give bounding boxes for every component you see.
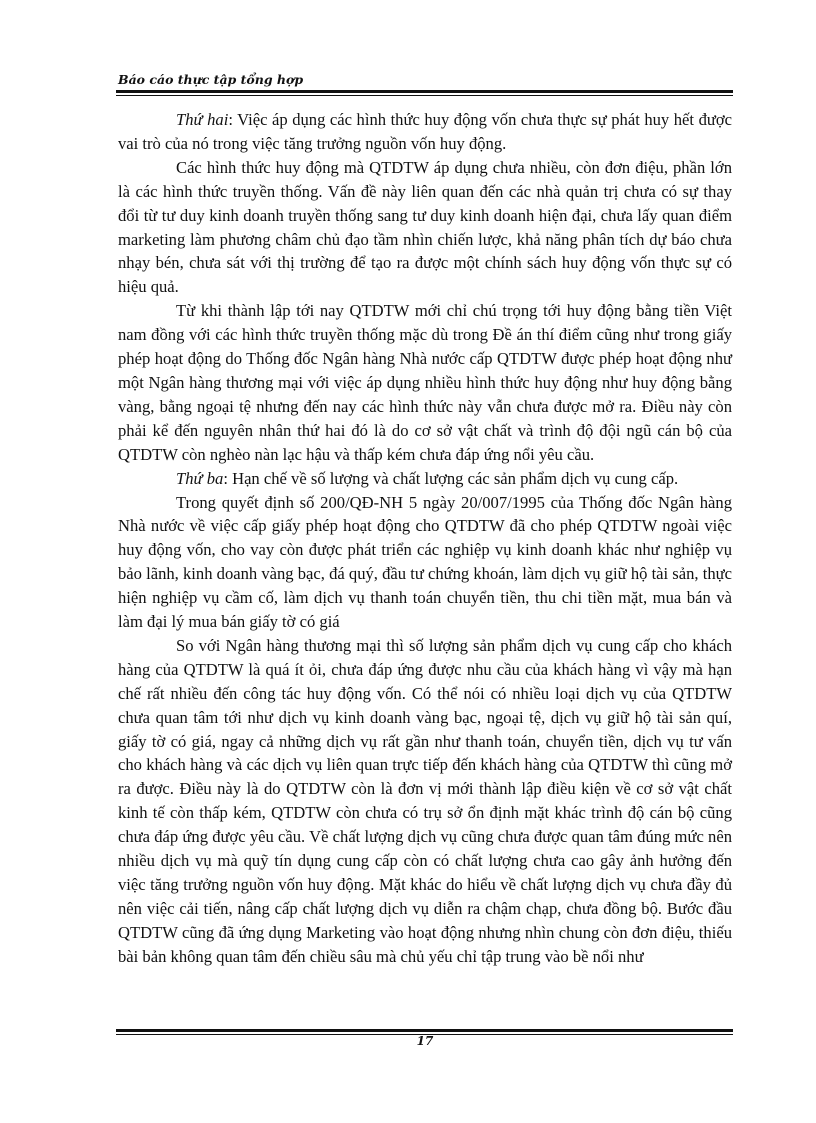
paragraph: Các hình thức huy động mà QTDTW áp dụng chưa nhiều, còn đơn điệu, phần lớn là các hình thức truyền thống. Vấn đề này liên quan đến các nhà quản trị chưa có sự thay đổi từ tư duy kinh doanh truyền thống sang tư duy kinh doanh hiện đại, chưa lấy quan điểm marketing làm phương châm chủ đạo tầm nhìn chiến lược, khả năng phân tích dự báo chưa nhạy bén, chưa sát với thị trường để tạo ra được một chính sách huy động vốn thực sự có hiệu quả. [118,157,732,297]
body-text [118,108,732,969]
header-rule-thin [116,95,733,96]
header-rule [116,90,733,93]
paragraph-lead: Thứ hai [176,110,229,129]
running-header-title: Báo cáo thực tập tổng hợp [118,72,304,87]
paragraph-thu-hai [118,108,732,156]
paragraph: So với Ngân hàng thương mại thì số lượng sản phẩm dịch vụ cung cấp cho khách hàng của QTDTW là quá ít ỏi, chưa đáp ứng được nhu cầu của khách hàng vì vậy mà hạn chế rất nhiều đến công tác huy động vốn. Có thể nói có nhiều loại dịch vụ của QTDTW chưa quan tâm tới như dịch vụ kinh doanh vàng bạc, ngoại tệ, dịch vụ giữ hộ tài sản quí, giấy tờ có giá, ngay cả những dịch vụ rất gần như thanh toán, chuyển tiền, dịch vụ tư vấn cho khách hàng và các dịch vụ liên quan trực tiếp đến khách hàng của QTDTW thì cũng mở ra được. Điều này là do QTDTW còn là đơn vị mới thành lập điều kiện về cơ sở vật chất kinh tế còn thấp kém, QTDTW còn chưa có trụ sở ổn định mặt khác trình độ cán bộ cũng chưa đáp ứng được yêu cầu. Về chất lượng dịch vụ cũng chưa được quan tâm đúng mức nên nhiều dịch vụ mà quỹ tín dụng cung cấp còn có chất lượng chưa cao gây ảnh hưởng đến việc tăng trưởng nguồn vốn huy động. Mặt khác do hiểu về chất lượng dịch vụ chưa đầy đủ nên việc cải tiến, nâng cấp chất lượng dịch vụ diễn ra chậm chạp, chưa đồng bộ. Bước đầu QTDTW cũng đã ứng dụng Marketing vào hoạt động nhưng nhìn chung còn đơn điệu, thiếu bài bản không quan tâm đến chiều sâu mà chủ yếu chỉ tập trung vào bề nổi như [118,635,732,966]
paragraph-text: : Việc áp dụng các hình thức huy động vốn chưa thực sự phát huy hết được vai trò của nó trong việc tăng trưởng nguồn vốn huy động. [118,110,732,153]
paragraph: Từ khi thành lập tới nay QTDTW mới chỉ chú trọng tới huy động bằng tiền Việt nam đồng với các hình thức truyền thống mặc dù trong Đề án thí điểm cũng như trong giấy phép hoạt động do Thống đốc Ngân hàng Nhà nước cấp QTDTW được phép hoạt động như một Ngân hàng thương mại với việc áp dụng nhiều hình thức huy động như huy động bằng vàng, bằng ngoại tệ nhưng đến nay các hình thức này vẫn chưa được mở ra. Điều này còn phải kể đến nguyên nhân thứ hai đó là do cơ sở vật chất và trình độ đội ngũ cán bộ của QTDTW còn nghèo nàn lạc hậu và thấp kém chưa đáp ứng nổi yêu cầu. [118,301,732,464]
paragraph-text: : Hạn chế về số lượng và chất lượng các sản phẩm dịch vụ cung cấp. [223,468,679,488]
page-number: 17 [416,1034,434,1048]
paragraph-lead: Thứ ba [176,468,224,488]
footer-rule [116,1029,733,1032]
paragraph: Trong quyết định số 200/QĐ-NH 5 ngày 20/007/1995 của Thống đốc Ngân hàng Nhà nước về việc cấp giấy phép hoạt động cho QTDTW đã cho phép QTDTW ngoài việc huy động vốn, cho vay còn được phát triển các nghiệp vụ kinh doanh khác như nghiệp vụ bảo lãnh, kinh doanh vàng bạc, đá quý, đầu tư chứng khoán, làm dịch vụ giữ hộ tài sản, thực hiện nghiệp vụ cầm cố, làm dịch vụ thanh toán chuyển tiền, thu chi tiền mặt, mua bán và làm đại lý mua bán giấy tờ có giá [118,492,732,632]
paragraph-thu-ba [118,467,732,491]
